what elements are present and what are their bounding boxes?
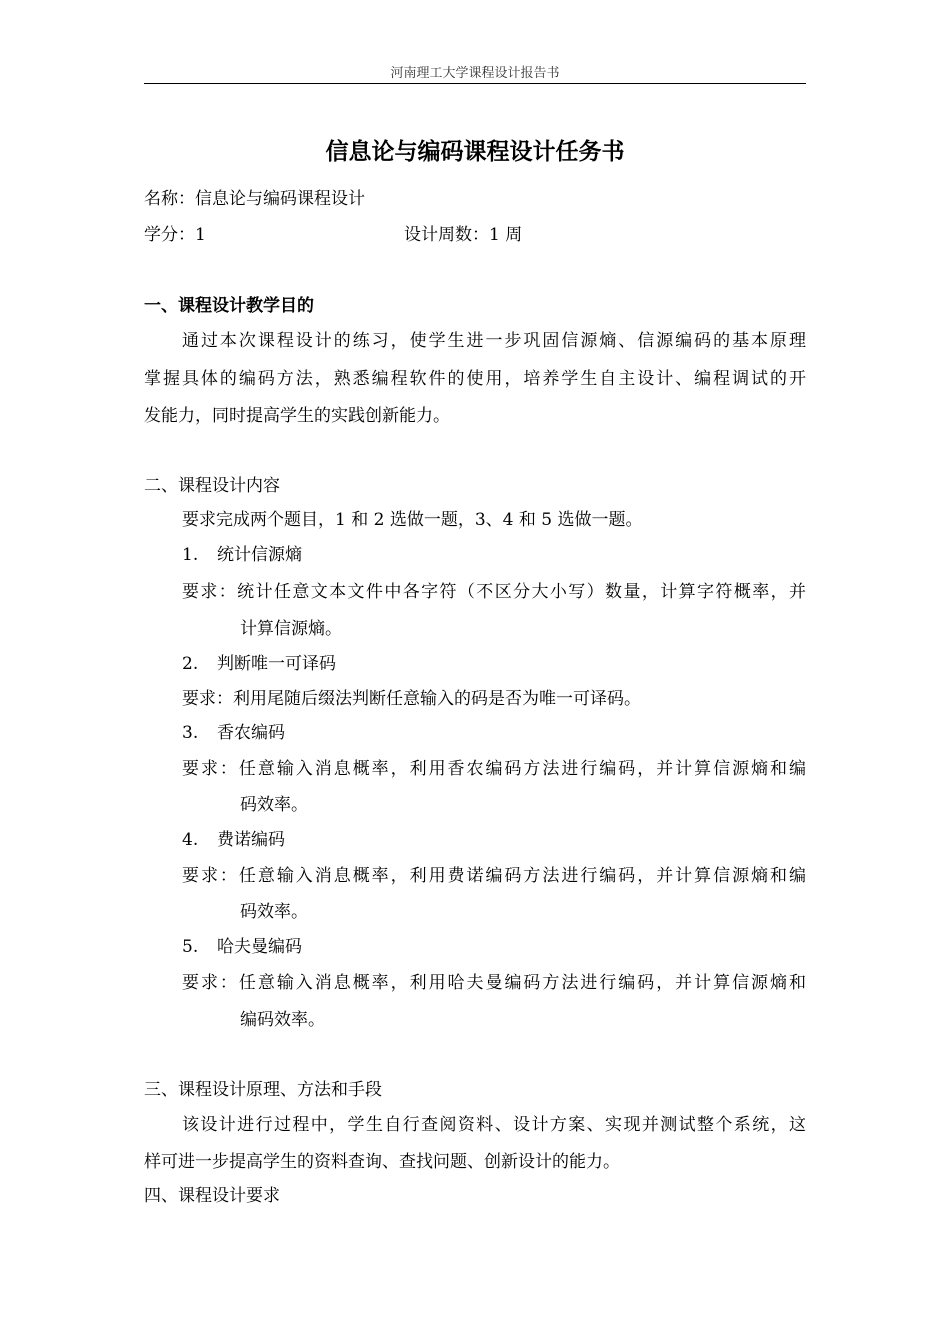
design-weeks: 设计周数：1 周 bbox=[404, 225, 523, 245]
section3-line-2: 样可进一步提高学生的资料查询、查找问题、创新设计的能力。 bbox=[144, 1152, 620, 1172]
section1-heading: 一、课程设计教学目的 bbox=[144, 296, 314, 316]
item-requirement-cont: 码效率。 bbox=[240, 795, 308, 815]
item-title: 香农编码 bbox=[217, 723, 285, 743]
item-title: 判断唯一可译码 bbox=[217, 654, 336, 674]
course-name: 名称：信息论与编码课程设计 bbox=[144, 189, 365, 209]
section1-line-2: 掌握具体的编码方法，熟悉编程软件的使用，培养学生自主设计、编程调试的开 bbox=[144, 369, 806, 389]
item-requirement-cont: 码效率。 bbox=[240, 902, 308, 922]
item-number: 1. bbox=[182, 545, 199, 565]
item-title: 哈夫曼编码 bbox=[217, 937, 302, 957]
item-requirement: 要求：任意输入消息概率，利用香农编码方法进行编码，并计算信源熵和编 bbox=[182, 759, 806, 779]
section1-line-1: 通过本次课程设计的练习，使学生进一步巩固信源熵、信源编码的基本原理 bbox=[182, 331, 806, 351]
item-title: 费诺编码 bbox=[217, 830, 285, 850]
section2-heading: 二、课程设计内容 bbox=[144, 476, 280, 496]
item-title: 统计信源熵 bbox=[217, 545, 302, 565]
credit: 学分：1 bbox=[144, 225, 206, 245]
item-number: 4. bbox=[182, 830, 199, 850]
item-number: 5. bbox=[182, 937, 199, 957]
section1-line-3: 发能力，同时提高学生的实践创新能力。 bbox=[144, 406, 450, 426]
item-requirement: 要求：任意输入消息概率，利用哈夫曼编码方法进行编码，并计算信源熵和 bbox=[182, 973, 806, 993]
section2-intro: 要求完成两个题目，1 和 2 选做一题，3、4 和 5 选做一题。 bbox=[182, 510, 643, 530]
section3-line-1: 该设计进行过程中，学生自行查阅资料、设计方案、实现并测试整个系统，这 bbox=[182, 1115, 806, 1135]
document-title: 信息论与编码课程设计任务书 bbox=[325, 138, 625, 165]
item-requirement: 要求：利用尾随后缀法判断任意输入的码是否为唯一可译码。 bbox=[182, 689, 641, 709]
item-requirement-cont: 编码效率。 bbox=[240, 1010, 325, 1030]
item-number: 2. bbox=[182, 654, 199, 674]
item-requirement-cont: 计算信源熵。 bbox=[240, 619, 342, 639]
item-requirement: 要求：任意输入消息概率，利用费诺编码方法进行编码，并计算信源熵和编 bbox=[182, 866, 806, 886]
item-number: 3. bbox=[182, 723, 199, 743]
section3-heading: 三、课程设计原理、方法和手段 bbox=[144, 1080, 382, 1100]
page-header: 河南理工大学课程设计报告书 bbox=[390, 66, 560, 81]
item-requirement: 要求：统计任意文本文件中各字符（不区分大小写）数量，计算字符概率，并 bbox=[182, 582, 806, 602]
section4-heading: 四、课程设计要求 bbox=[144, 1186, 280, 1206]
header-rule bbox=[144, 83, 806, 84]
